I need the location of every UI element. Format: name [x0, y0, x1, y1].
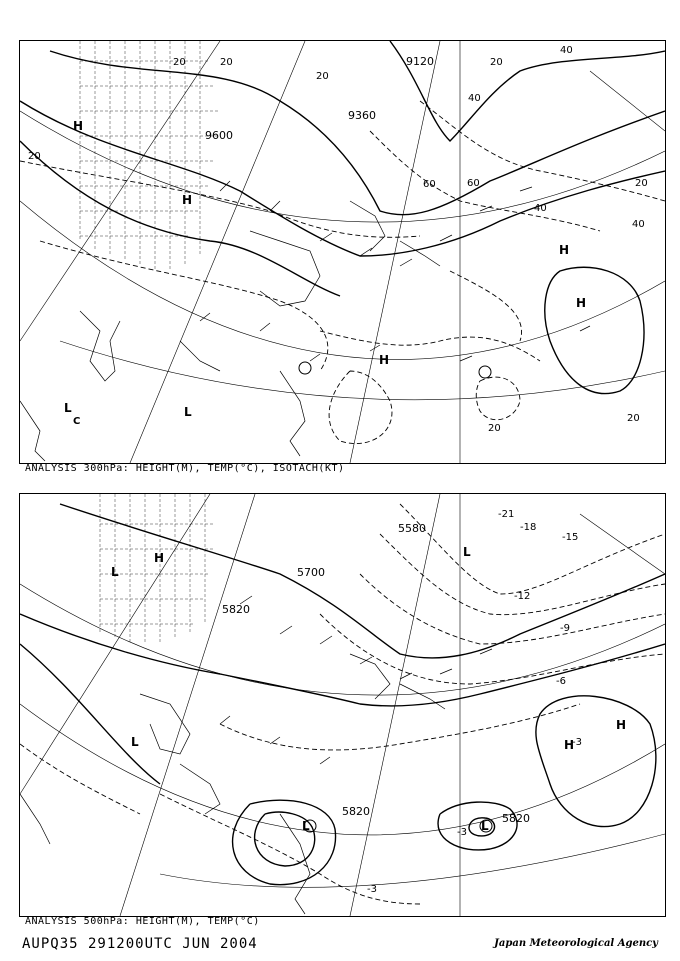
height-label: 9120: [406, 55, 434, 68]
isotach-label: 60: [423, 179, 436, 190]
height-label: 5820: [502, 812, 530, 825]
height-label: 5820: [342, 805, 370, 818]
pressure-center-high: H: [379, 353, 390, 367]
pressure-center-cold: C: [73, 416, 81, 427]
temperature-label: -12: [514, 591, 531, 602]
isotach-label: 20: [635, 178, 648, 189]
center-marker-circle: [299, 362, 311, 374]
pressure-center-low: L: [184, 405, 192, 419]
temperature-label: -9: [560, 623, 570, 634]
map-300hpa-panel: [19, 40, 666, 464]
pressure-center-high: H: [154, 551, 165, 565]
isotach-label: 20: [490, 57, 503, 68]
pressure-center-low: L: [111, 565, 119, 579]
pressure-center-high: H: [616, 718, 627, 732]
temperature-label: -21: [498, 509, 515, 520]
temperature-label: -3: [457, 827, 467, 838]
center-marker-circle: [479, 366, 491, 378]
temperature-label: -3: [367, 884, 377, 895]
height-label: 9600: [205, 129, 233, 142]
pressure-center-low: L: [131, 735, 139, 749]
pressure-center-low: L: [302, 819, 310, 833]
pressure-center-low: L: [64, 401, 72, 415]
isotach-label: 20: [220, 57, 233, 68]
pressure-center-high: H: [576, 296, 587, 310]
agency-credit: Japan Meteorological Agency: [494, 938, 658, 949]
isotach-label: 60: [467, 178, 480, 189]
height-label: 5820: [222, 603, 250, 616]
height-label: 9360: [348, 109, 376, 122]
isotach-label: 20: [316, 71, 329, 82]
isotach-label: 20: [627, 413, 640, 424]
isotach-label: 40: [468, 93, 481, 104]
map-500hpa: [20, 494, 665, 916]
temperature-label: -3: [572, 737, 582, 748]
pressure-center-high: H: [559, 243, 570, 257]
isotach-label: 20: [28, 151, 41, 162]
bulletin-code: AUPQ35 291200UTC JUN 2004: [22, 936, 258, 952]
height-label: 5580: [398, 522, 426, 535]
pressure-center-low: L: [463, 545, 471, 559]
height-label: 5700: [297, 566, 325, 579]
coastlines: [20, 201, 440, 461]
isotach-label: 40: [632, 219, 645, 230]
pressure-center-low: L: [481, 819, 489, 833]
temperature-contours: [20, 504, 665, 904]
caption-500hpa: ANALYSIS 500hPa: HEIGHT(M), TEMP(°C): [25, 916, 260, 927]
pressure-center-high: H: [564, 738, 575, 752]
temperature-label: -15: [562, 532, 579, 543]
map-300hpa: [20, 41, 665, 463]
isotach-label: 20: [488, 423, 501, 434]
map-500hpa-panel: [19, 493, 666, 917]
isotach-label: 20: [173, 57, 186, 68]
graticule-meridians: [20, 494, 665, 916]
caption-300hpa: ANALYSIS 300hPa: HEIGHT(M), TEMP(°C), ISOTACH(KT): [25, 463, 345, 474]
height-contours: [20, 41, 665, 394]
pressure-center-high: H: [182, 193, 193, 207]
isotach-label: 40: [560, 45, 573, 56]
temperature-label: -18: [520, 522, 537, 533]
pressure-center-high: H: [73, 119, 84, 133]
isotach-label: 40: [534, 203, 547, 214]
temperature-label: -6: [556, 676, 566, 687]
